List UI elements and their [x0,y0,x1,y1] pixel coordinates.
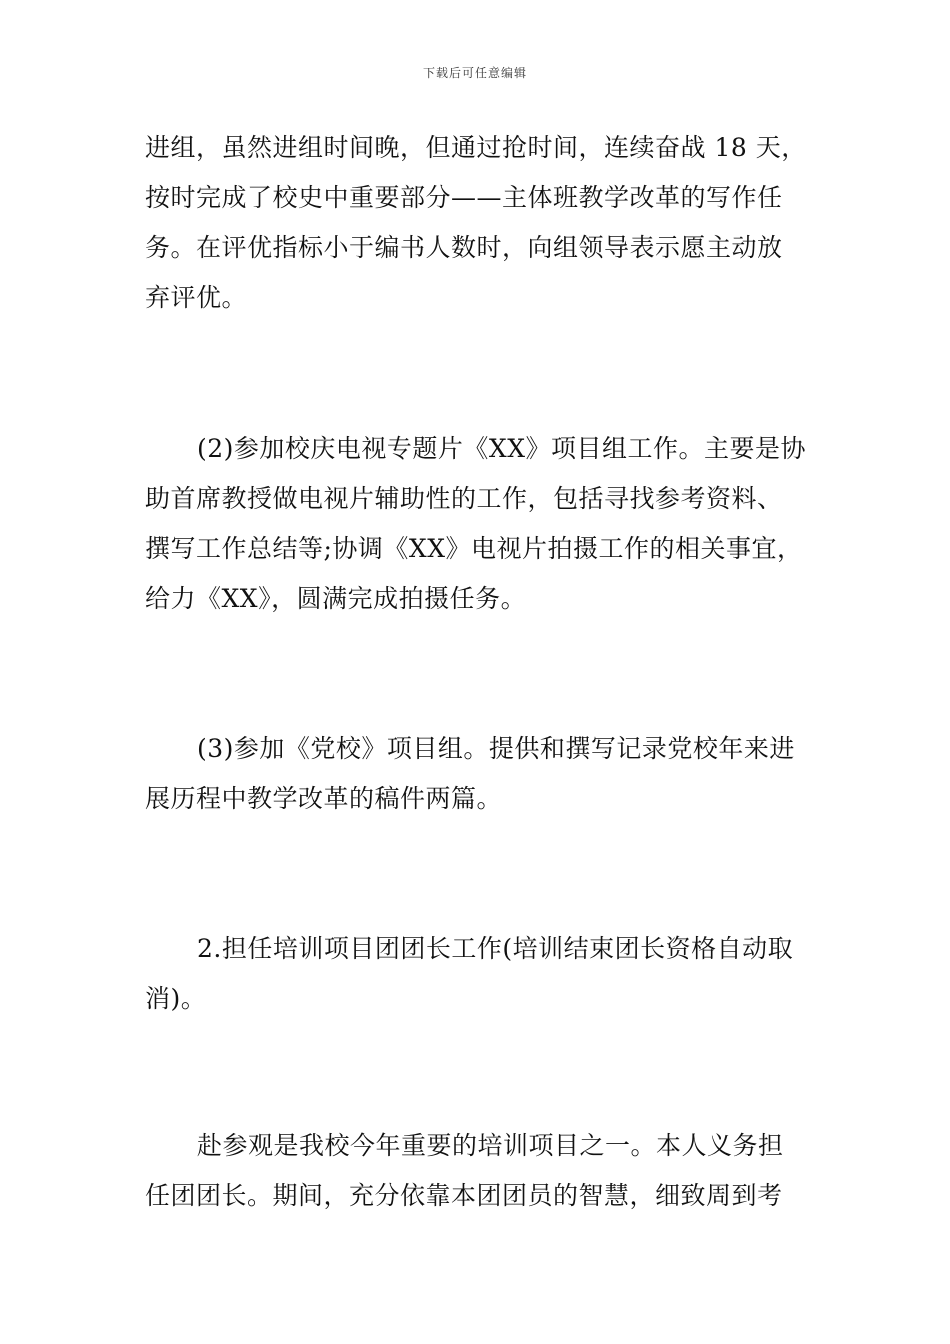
paragraph-line: 助首席教授做电视片辅助性的工作，包括寻找参考资料、 [145,484,783,513]
paragraph-3 [145,724,810,824]
paragraph-line: 消)。 [145,984,207,1013]
paragraph-line: 给力《XX》，圆满完成拍摄任务。 [145,584,527,613]
paragraph-line: 按时完成了校史中重要部分——主体班教学改革的写作任 [145,183,783,212]
paragraph-line: 2.担任培训项目团团长工作(培训结束团长资格自动取 [197,934,794,963]
paragraph-line: (2)参加校庆电视专题片《XX》项目组工作。主要是协 [197,434,807,463]
paragraph-line: (3)参加《党校》项目组。提供和撰写记录党校年来进 [197,734,795,763]
paragraph-line: 赴参观是我校今年重要的培训项目之一。本人义务担 [197,1131,784,1160]
paragraph-line: 进组，虽然进组时间晚，但通过抢时间，连续奋战 18 天， [145,133,807,162]
paragraph-line: 任团团长。期间，充分依靠本团团员的智慧，细致周到考 [145,1181,783,1210]
paragraph-5 [145,1121,810,1221]
paragraph-1 [145,123,810,323]
paragraph-2 [145,424,810,624]
paragraph-4 [145,924,810,1024]
paragraph-line: 务。在评优指标小于编书人数时，向组领导表示愿主动放 [145,233,783,262]
paragraph-line: 展历程中教学改革的稿件两篇。 [145,784,503,813]
paragraph-line: 弃评优。 [145,283,248,312]
page-header: 下载后可任意编辑 [422,66,527,80]
paragraph-line: 撰写工作总结等;协调《XX》电视片拍摄工作的相关事宜， [145,534,803,563]
